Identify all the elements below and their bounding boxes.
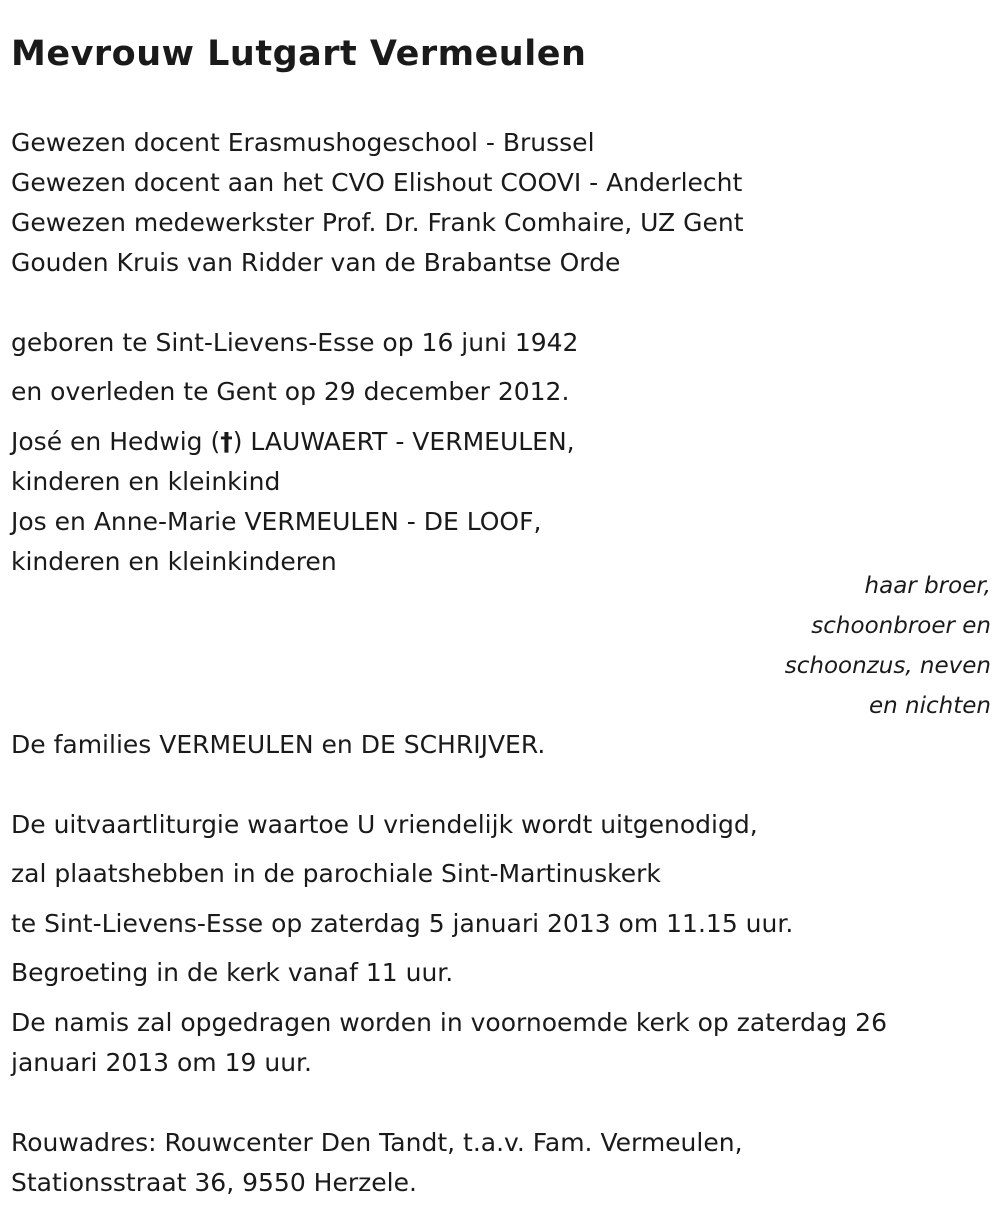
ceremony-line: januari 2013 om 19 uur. — [11, 1048, 312, 1077]
relation-line: en nichten — [869, 693, 991, 719]
family-names-part-2: ) LAUWAERT - VERMEULEN, — [232, 427, 575, 456]
deceased-name-title: Mevrouw Lutgart Vermeulen — [11, 34, 587, 74]
death-line: en overleden te Gent op 29 december 2012. — [11, 377, 570, 406]
address-line: Stationsstraat 36, 9550 Herzele. — [11, 1168, 417, 1197]
ceremony-line: De uitvaartliturgie waartoe U vriendelijk wordt uitgenodigd, — [11, 810, 758, 839]
function-line: Gouden Kruis van Ridder van de Brabantse Orde — [11, 248, 621, 277]
function-line: Gewezen docent Erasmushogeschool - Brussel — [11, 128, 595, 157]
relation-line: haar broer, — [864, 573, 991, 599]
relation-line: schoonzus, neven — [784, 653, 991, 679]
family-line-2: kinderen en kleinkind — [11, 467, 281, 496]
cross-icon: † — [220, 427, 233, 456]
ceremony-line: Begroeting in de kerk vanaf 11 uur. — [11, 958, 454, 987]
ceremony-line: De namis zal opgedragen worden in voornoemde kerk op zaterdag 26 — [11, 1008, 887, 1037]
function-line: Gewezen medewerkster Prof. Dr. Frank Comhaire, UZ Gent — [11, 208, 744, 237]
families-line: De families VERMEULEN en DE SCHRIJVER. — [11, 730, 546, 759]
family-line-4: kinderen en kleinkinderen — [11, 547, 337, 576]
ceremony-line: te Sint-Lievens-Esse op zaterdag 5 januari 2013 om 11.15 uur. — [11, 909, 794, 938]
family-line-1 — [11, 427, 575, 457]
ceremony-line: zal plaatshebben in de parochiale Sint-Martinuskerk — [11, 859, 661, 888]
function-line: Gewezen docent aan het CVO Elishout COOVI - Anderlecht — [11, 168, 743, 197]
birth-line: geboren te Sint-Lievens-Esse op 16 juni 1942 — [11, 328, 579, 357]
family-line-3: Jos en Anne-Marie VERMEULEN - DE LOOF, — [11, 507, 542, 536]
address-line: Rouwadres: Rouwcenter Den Tandt, t.a.v. Fam. Vermeulen, — [11, 1128, 743, 1157]
family-names-part-1: José en Hedwig ( — [11, 427, 221, 456]
relation-line: schoonbroer en — [811, 613, 991, 639]
